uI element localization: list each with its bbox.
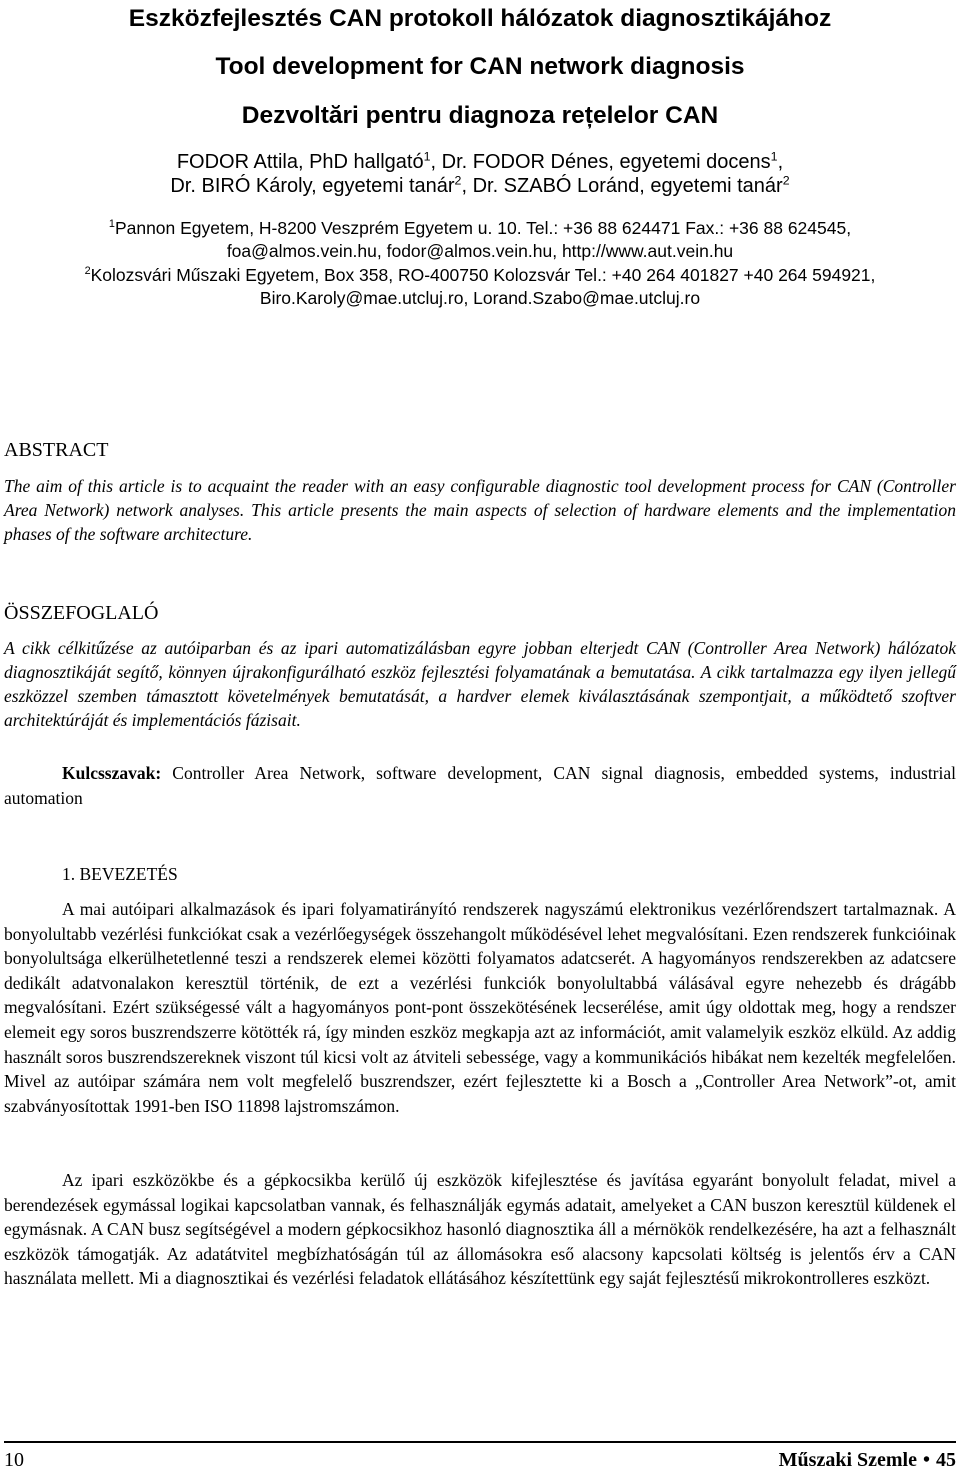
- keywords-label: Kulcsszavak:: [62, 763, 162, 783]
- section-1-paragraph-2: Az ipari eszközökbe és a gépkocsikba kerülő új eszközök kifejlesztése és javítása egyaránt bonyolult feladat, mivel a berendezések egymással logikai kapcsolatban vannak, és felhasználják egymás adatait, amelyeket a CAN buszon keresztül küldenek el egymásnak. A CAN busz segítségével a modern gépkocsikhoz hasonló diagnosztika áll a mérnökök rendelkezésére, ha azt a felhasznált eszközök támogatják. Az adatátvitel megbízhatóságán túl az állomásokra eső alacsony kapcsolati költség is jelentős érv a CAN használata mellett. Mi a diagnosztikai és vezérlési feladatok ellátásához készítettünk egy saját fejlesztésű mikrokontrolleres eszközt.: [4, 1170, 956, 1289]
- affiliation-1-contact: foa@almos.vein.hu, fodor@almos.vein.hu, http://www.aut.vein.hu: [226, 241, 734, 261]
- affiliation-1-text: Pannon Egyetem, H-8200 Veszprém Egyetem u. 10. Tel.: +36 88 624471 Fax.: +36 88 624545,: [114, 218, 852, 238]
- bullet-separator: •: [922, 1449, 930, 1471]
- author-4-affiliation-mark: 2: [782, 173, 790, 188]
- osszefoglalo-heading: ÖSSZEFOGLALÓ: [4, 602, 159, 624]
- keywords: [4, 761, 956, 810]
- journal-name: Műszaki Szemle: [778, 1449, 917, 1471]
- authors-line-2: [0, 174, 960, 198]
- title-romanian: Dezvoltări pentru diagnoza rețelelor CAN: [241, 102, 719, 129]
- affiliation-2-text: Kolozsvári Műszaki Egyetem, Box 358, RO-400750 Kolozsvár Tel.: +40 264 401827 +40 264 594921,: [90, 265, 876, 285]
- author-separator: ,: [777, 151, 784, 173]
- author-3: Dr. BIRÓ Károly, egyetemi tanár: [170, 175, 455, 197]
- author-2: , Dr. FODOR Dénes, egyetemi docens: [430, 151, 771, 173]
- section-1-paragraph-1: A mai autóipari alkalmazások és ipari folyamatirányító rendszerek nagyszámú elektronikus vezérlőrendszert tartalmaznak. A bonyolultabb vezérlési funkciókat csak a vezérlőegységek összehangolt működésével lehet megvalósítani. Ezen rendszerek funkcióinak bonyolultsága elkerülhetetlenné teszi a rendszerek elemei közötti folyamatos adatcserét. A hagyományos rendszerekben az adatcsere dedikált adatvonalakon keresztül történik, de ezt a vezérlési funkciók bonyolultabbá válásával egyre nehezebb és drágább megvalósítani. Ezért szükségessé vált a hagyományos pont-pont összekötésének lecserélése, amit úgy oldottak meg, hogy a rendszer elemeit egy soros buszrendszerre kötötték rá, így minden eszköz megkapja azt az információt, amit valamelyik eszköz elküld. Az addig használt soros buszrendszereknek viszont túl kicsi volt az átviteli sebessége, vagy a kommunikációs hibákat nem kezelték megfelelően. Mivel az autóipar számára nem volt megfelelő buszrendszer, ezért fejlesztette ki a Bosch a „Controller Area Network”-ot, amit szabványosítottak 1991-ben ISO 11898 lajstromszámon.: [4, 899, 956, 1116]
- affiliation-2-contact: Biro.Karoly@mae.utcluj.ro, Lorand.Szabo@mae.utcluj.ro: [259, 288, 701, 308]
- journal-footer: [779, 1448, 956, 1472]
- title-english: Tool development for CAN network diagnosis: [215, 53, 745, 80]
- abstract-text: The aim of this article is to acquaint the reader with an easy configurable diagnostic tool development process for CAN (Controller Area Network) network analyses. This article presents the main aspects of selection of hardware elements and the implementation phases of the software architecture.: [4, 476, 956, 544]
- authors-line-1: [0, 150, 960, 174]
- section-1-heading: 1. BEVEZETÉS: [62, 864, 178, 884]
- keywords-text: Controller Area Network, software development, CAN signal diagnosis, embedded systems, industrial automation: [4, 763, 956, 808]
- author-1: FODOR Attila, PhD hallgató: [176, 151, 424, 173]
- footer-divider: [4, 1441, 956, 1443]
- affiliation-1-line-1: [0, 217, 960, 239]
- affiliation-2-line-1: [0, 264, 960, 286]
- affiliation-2-mark: 2: [84, 265, 91, 278]
- abstract-heading: ABSTRACT: [4, 439, 109, 461]
- title-hungarian: Eszközfejlesztés CAN protokoll hálózatok diagnosztikájához: [128, 5, 832, 32]
- author-3-affiliation-mark: 2: [454, 173, 462, 188]
- author-2-affiliation-mark: 1: [770, 149, 778, 164]
- issue-number: 45: [936, 1449, 956, 1471]
- author-1-affiliation-mark: 1: [423, 149, 431, 164]
- page-number: 10: [4, 1449, 24, 1471]
- affiliation-1-mark: 1: [108, 218, 115, 231]
- osszefoglalo-text: A cikk célkitűzése az autóiparban és az ipari automatizálásban egyre jobban elterjedt CAN (Controller Area Network) hálózatok diagnosztikáját segítő, könnyen újrakonfigurálható eszköz fejlesztési folyamatának a bemutatása. A cikk tartalmazza egy ilyen jellegű eszközzel szemben támasztott követelmények bemutatását, a hardver elemek kiválasztásának szempontjait, a működtető szoftver architektúráját és implementációs fázisait.: [4, 638, 956, 730]
- author-4: , Dr. SZABÓ Loránd, egyetemi tanár: [461, 175, 783, 197]
